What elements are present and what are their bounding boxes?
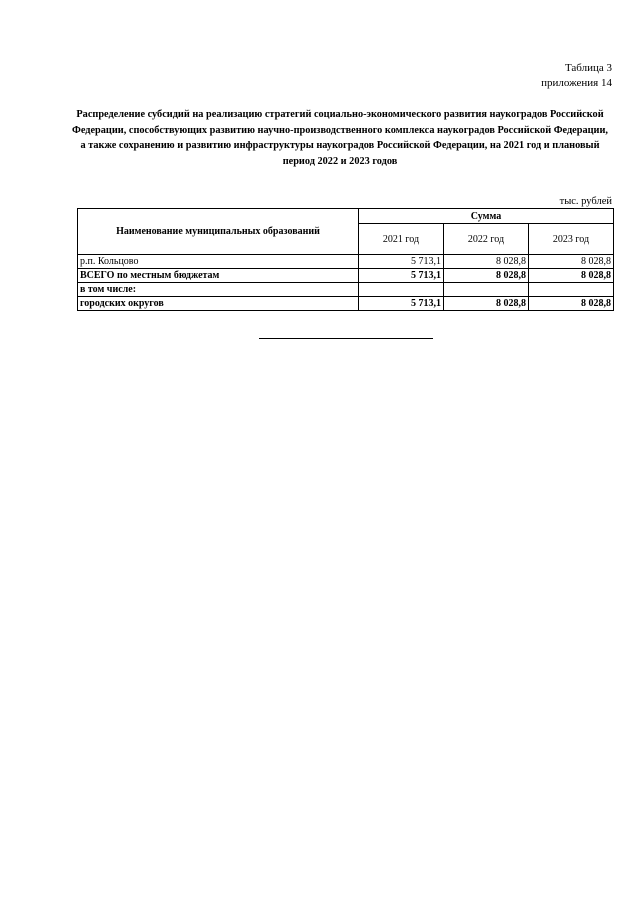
table-caption	[541, 61, 612, 91]
value-2021: 5 713,1	[359, 297, 444, 311]
table-row	[78, 255, 614, 269]
column-header-2021: 2021 год	[359, 224, 444, 255]
table-row	[78, 297, 614, 311]
row-name: р.п. Кольцово	[78, 255, 359, 269]
table-row	[78, 283, 614, 297]
units-note: тыс. рублей	[559, 196, 612, 207]
table-row-total	[78, 269, 614, 283]
column-header-2023: 2023 год	[529, 224, 614, 255]
column-header-sum: Сумма	[359, 209, 614, 224]
value-2022	[444, 283, 529, 297]
value-2022: 8 028,8	[444, 297, 529, 311]
value-2021: 5 713,1	[359, 269, 444, 283]
value-2023: 8 028,8	[529, 255, 614, 269]
closing-divider	[259, 338, 433, 339]
value-2023: 8 028,8	[529, 297, 614, 311]
row-name: городских округов	[78, 297, 359, 311]
value-2022: 8 028,8	[444, 269, 529, 283]
value-2021	[359, 283, 444, 297]
caption-table-number: Таблица 3	[564, 62, 612, 74]
caption-appendix: приложения 14	[541, 77, 612, 89]
value-2021: 5 713,1	[359, 255, 444, 269]
value-2023: 8 028,8	[529, 269, 614, 283]
row-name: ВСЕГО по местным бюджетам	[78, 269, 359, 283]
value-2022: 8 028,8	[444, 255, 529, 269]
column-header-2022: 2022 год	[444, 224, 529, 255]
column-header-name: Наименование муниципальных образований	[78, 209, 359, 255]
document-title: Распределение субсидий на реализацию стратегий социально-экономического развития наукоградов Российской Федерации, способствующих развитию научно-производственного комплекса наукоградов Российской Федерации, а также сохранению и развитию инфраструктуры наукоградов Российской Федерации, на 2021 год и плановый период 2022 и 2023 годов	[72, 109, 608, 167]
value-2023	[529, 283, 614, 297]
row-name: в том числе:	[78, 283, 359, 297]
subsidy-table	[77, 208, 614, 311]
